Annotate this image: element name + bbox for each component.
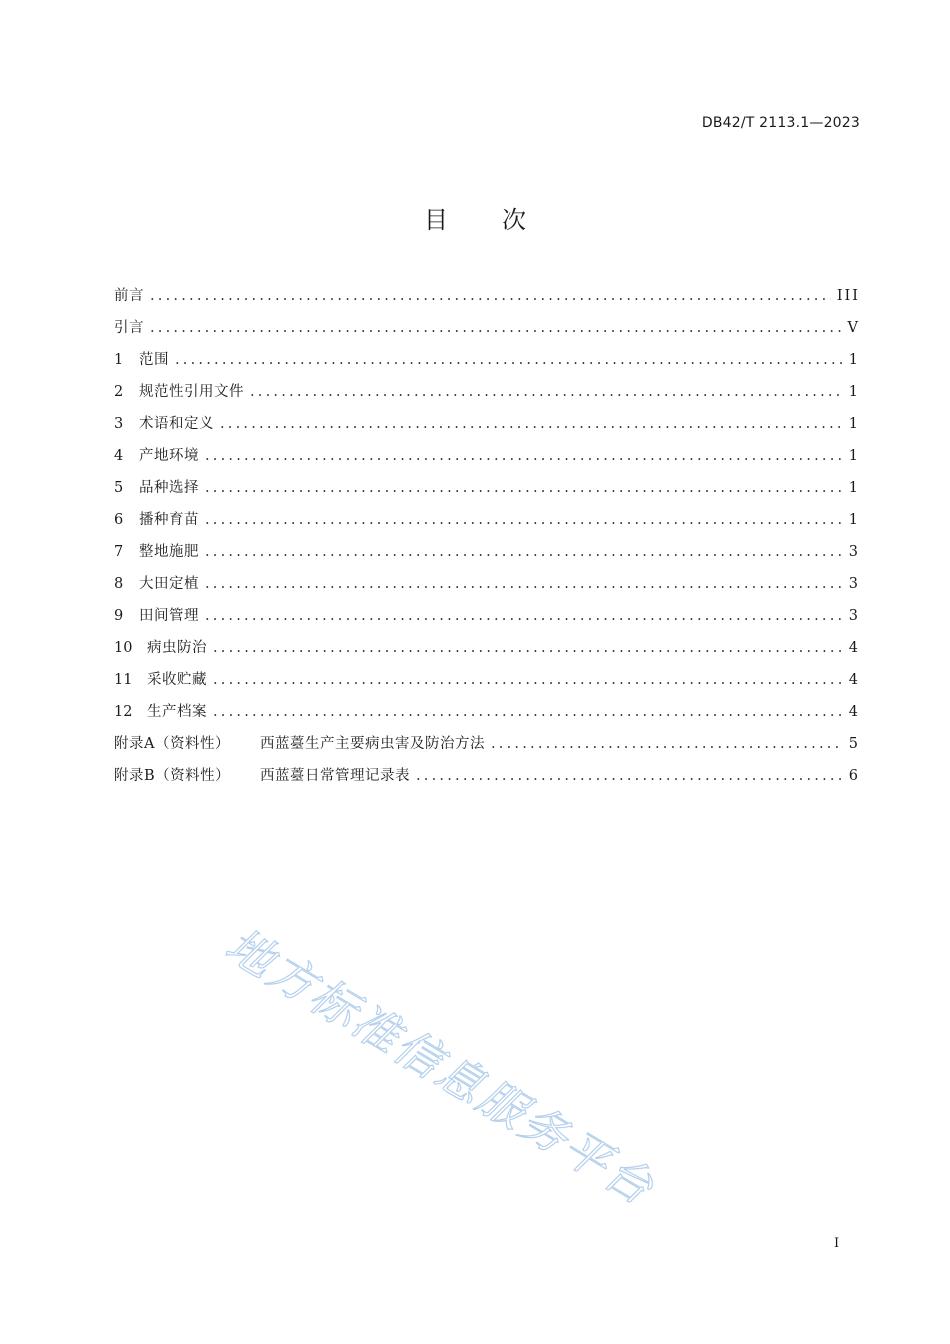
toc-entry-5[interactable] xyxy=(114,476,860,508)
toc-entry-label: 术语和定义 xyxy=(139,416,214,432)
toc-entry-label: 整地施肥 xyxy=(139,544,199,560)
toc-entry-4[interactable] xyxy=(114,444,860,476)
toc-entry-page: 1 xyxy=(848,352,860,368)
toc-entry-introduction[interactable] xyxy=(114,316,860,348)
document-code: DB42/T 2113.1—2023 xyxy=(701,115,860,131)
toc-entry-appendix-b[interactable] xyxy=(114,764,860,796)
toc-entry-11[interactable] xyxy=(114,668,860,700)
toc-dot-leader xyxy=(205,544,843,560)
toc-entry-7[interactable] xyxy=(114,540,860,572)
toc-entry-number: 5 xyxy=(114,480,124,496)
toc-entry-number: 7 xyxy=(114,544,124,560)
toc-entry-page: 1 xyxy=(848,448,860,464)
toc-entry-1[interactable] xyxy=(114,348,860,380)
toc-entry-page: 6 xyxy=(848,768,860,784)
toc-entry-12[interactable] xyxy=(114,700,860,732)
toc-entry-number: 9 xyxy=(114,608,124,624)
toc-entry-number: 3 xyxy=(114,416,124,432)
toc-dot-leader xyxy=(213,672,843,688)
toc-dot-leader xyxy=(150,320,842,336)
toc-entry-label: 播种育苗 xyxy=(139,512,199,528)
toc-entry-number: 12 xyxy=(114,704,133,720)
toc-dot-leader xyxy=(205,448,843,464)
toc-entry-page: 1 xyxy=(848,480,860,496)
toc-entry-number: 6 xyxy=(114,512,124,528)
toc-dot-leader xyxy=(213,704,843,720)
toc-dot-leader xyxy=(250,384,843,400)
toc-dot-leader xyxy=(175,352,843,368)
toc-entry-label: 病虫防治 xyxy=(147,640,207,656)
toc-entry-page: 5 xyxy=(848,736,860,752)
toc-appendix-tag: 附录B（资料性） xyxy=(114,768,231,784)
toc-dot-leader xyxy=(205,480,843,496)
toc-entry-label: 田间管理 xyxy=(139,608,199,624)
watermark: 地方标准信息服务平台 xyxy=(216,917,665,1217)
toc-dot-leader xyxy=(416,768,843,784)
toc-entry-label: 西蓝薹日常管理记录表 xyxy=(260,768,410,784)
toc-entry-label: 产地环境 xyxy=(139,448,199,464)
toc-entry-page: 1 xyxy=(848,384,860,400)
toc-entry-number: 2 xyxy=(114,384,124,400)
toc-entry-page: 4 xyxy=(848,672,860,688)
toc-entry-number: 1 xyxy=(114,352,124,368)
toc-entry-page: 3 xyxy=(848,576,860,592)
toc-entry-label: 引言 xyxy=(114,320,144,336)
toc-entry-page: III xyxy=(836,288,860,304)
toc-entry-label: 品种选择 xyxy=(139,480,199,496)
toc-entry-page: 3 xyxy=(848,544,860,560)
toc-entry-9[interactable] xyxy=(114,604,860,636)
table-of-contents xyxy=(114,284,860,796)
toc-dot-leader xyxy=(491,736,843,752)
toc-entry-appendix-a[interactable] xyxy=(114,732,860,764)
toc-entry-number: 8 xyxy=(114,576,124,592)
toc-dot-leader xyxy=(220,416,843,432)
toc-entry-label: 大田定植 xyxy=(139,576,199,592)
toc-appendix-tag: 附录A（资料性） xyxy=(114,736,230,752)
toc-dot-leader xyxy=(205,576,843,592)
toc-entry-label: 西蓝薹生产主要病虫害及防治方法 xyxy=(260,736,485,752)
toc-entry-foreword[interactable] xyxy=(114,284,860,316)
toc-entry-number: 4 xyxy=(114,448,124,464)
toc-entry-8[interactable] xyxy=(114,572,860,604)
toc-dot-leader xyxy=(213,640,843,656)
toc-entry-label: 前言 xyxy=(114,288,144,304)
toc-dot-leader xyxy=(205,512,843,528)
toc-entry-label: 范围 xyxy=(139,352,169,368)
toc-entry-page: 4 xyxy=(848,704,860,720)
toc-entry-page: 1 xyxy=(848,416,860,432)
toc-entry-page: 3 xyxy=(848,608,860,624)
toc-entry-page: 1 xyxy=(848,512,860,528)
toc-entry-6[interactable] xyxy=(114,508,860,540)
toc-entry-page: 4 xyxy=(848,640,860,656)
toc-dot-leader xyxy=(205,608,843,624)
toc-entry-label: 生产档案 xyxy=(147,704,207,720)
toc-entry-page: V xyxy=(847,320,860,336)
toc-entry-3[interactable] xyxy=(114,412,860,444)
toc-entry-number: 10 xyxy=(114,640,133,656)
toc-entry-2[interactable] xyxy=(114,380,860,412)
page-title: 目次 xyxy=(424,206,580,234)
toc-entry-number: 11 xyxy=(114,672,133,688)
toc-entry-10[interactable] xyxy=(114,636,860,668)
toc-entry-label: 规范性引用文件 xyxy=(139,384,244,400)
toc-dot-leader xyxy=(150,288,831,304)
toc-entry-label: 采收贮藏 xyxy=(147,672,207,688)
page-number: I xyxy=(834,1236,840,1251)
